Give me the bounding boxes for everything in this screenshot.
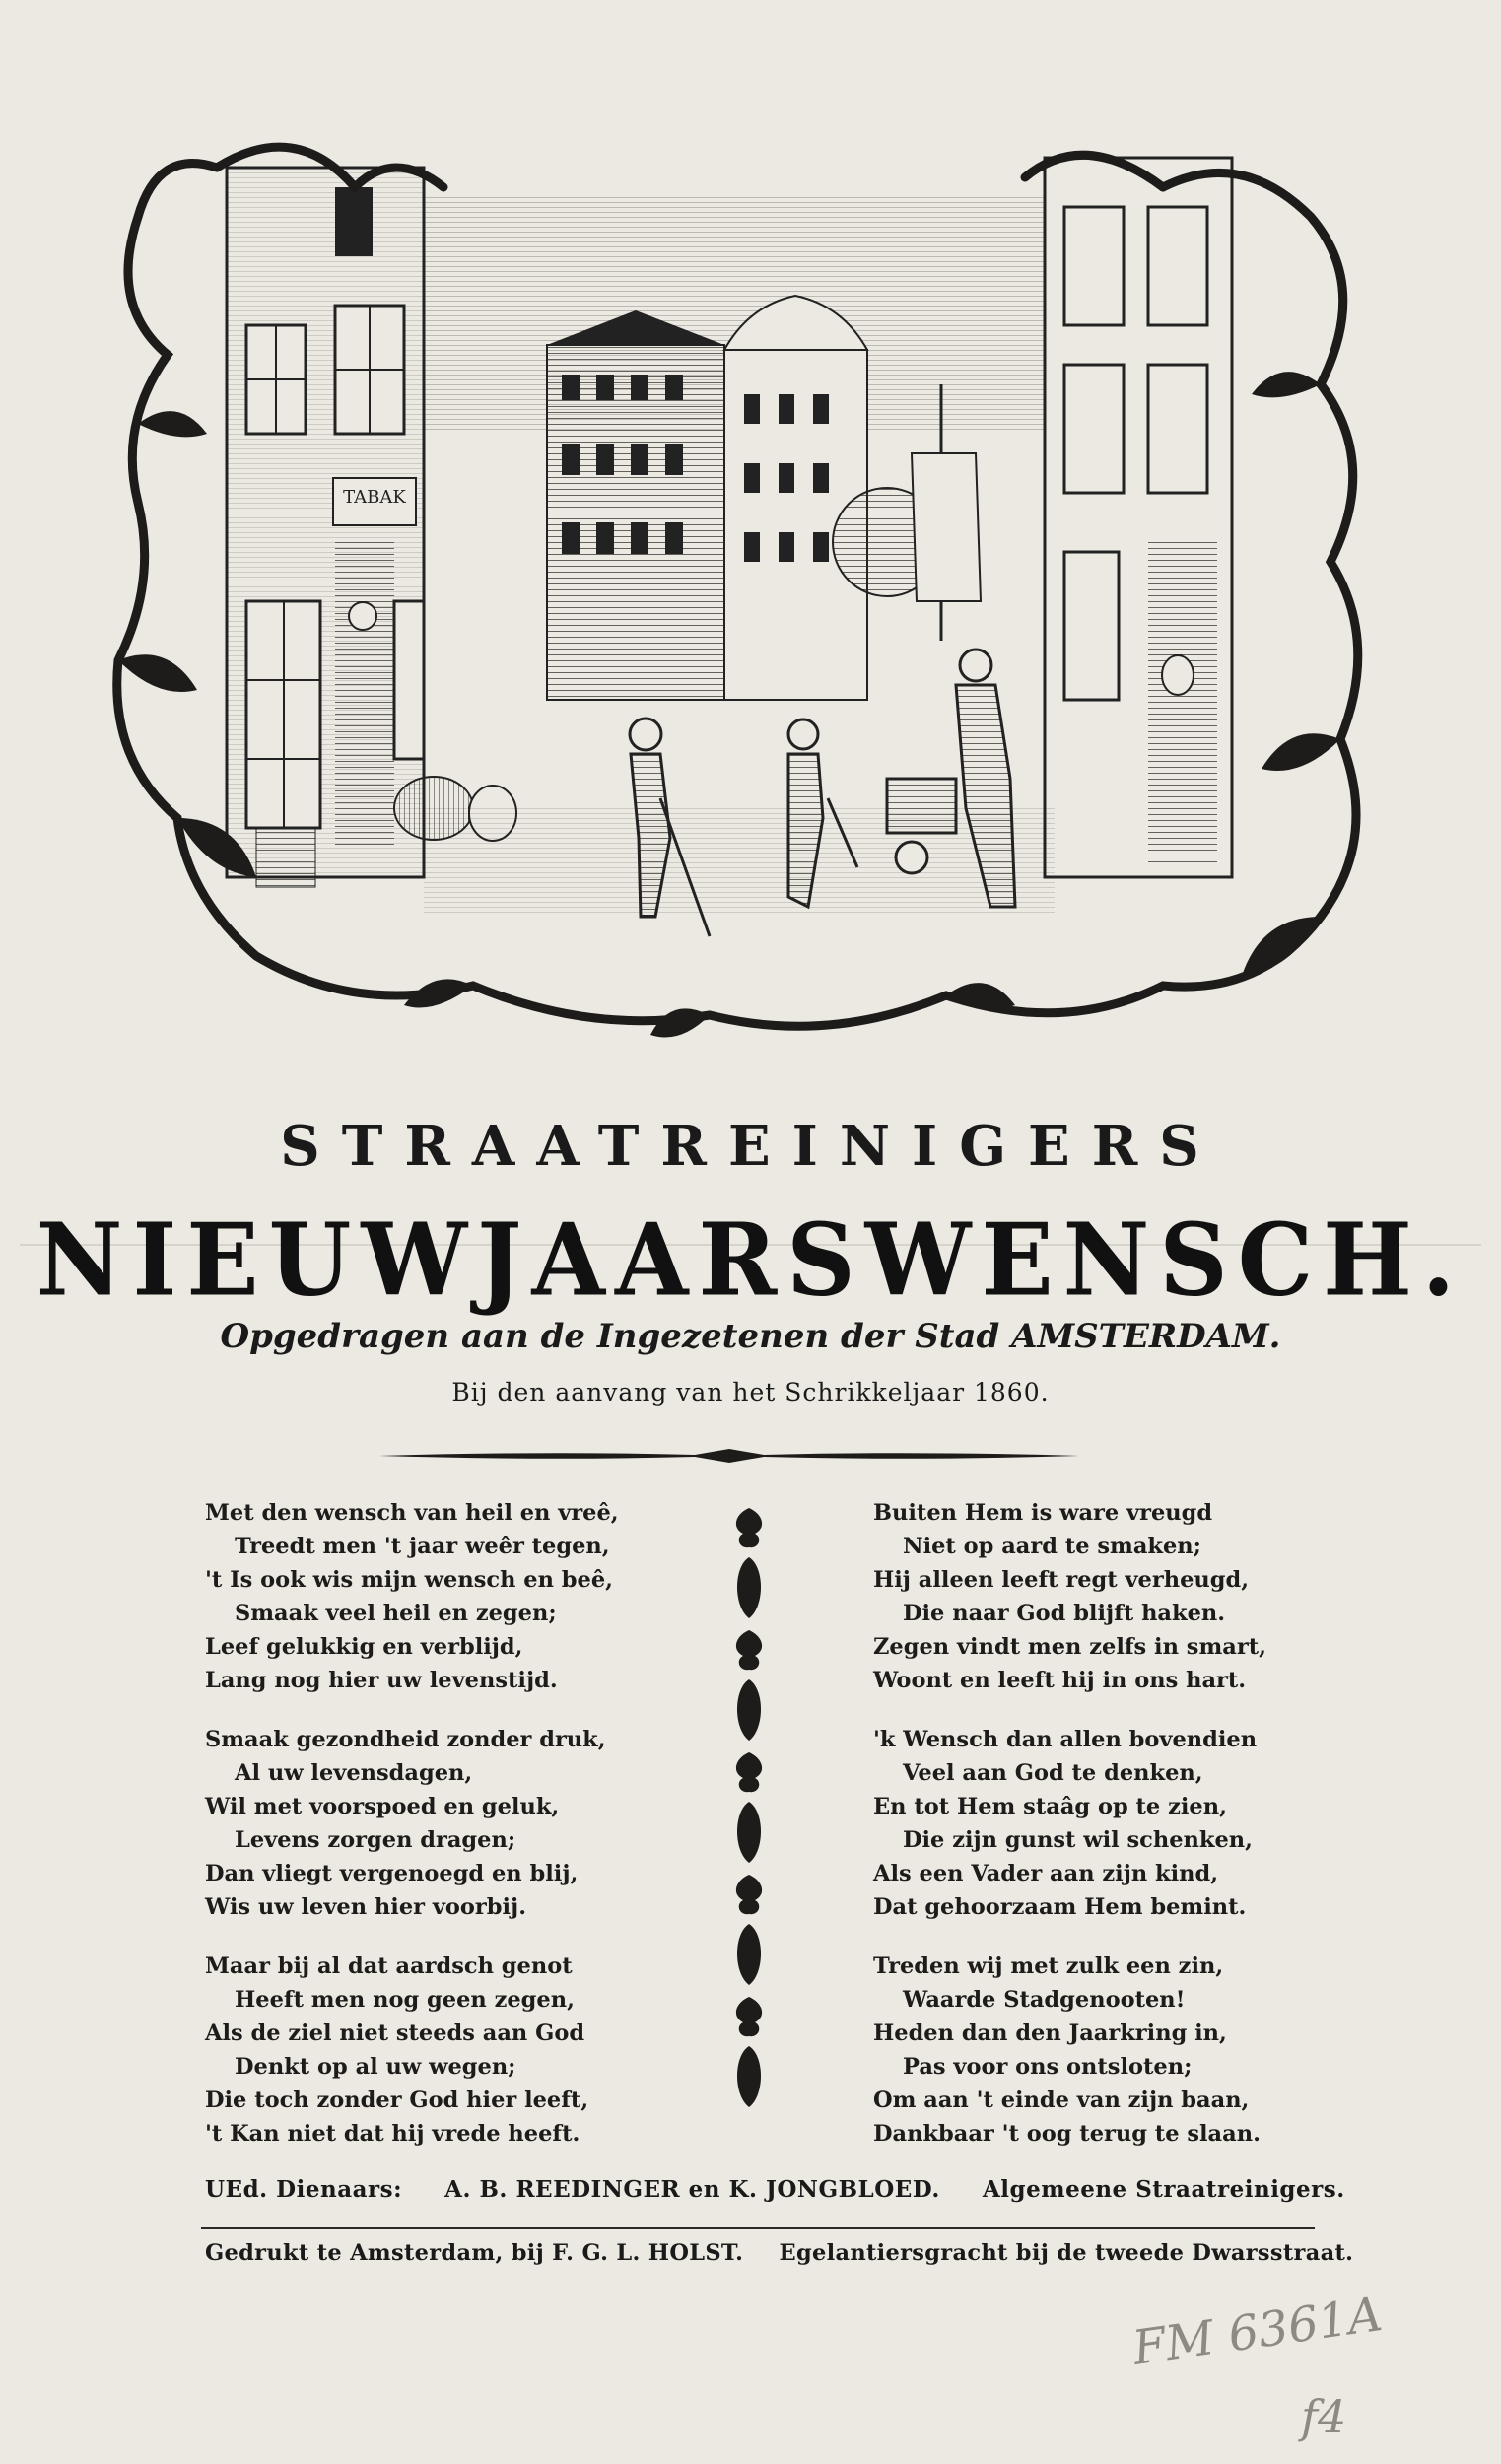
title-line-1: STRAATREINIGERS	[280, 1114, 1221, 1179]
poem-line: En tot Hem staâg op te zien,	[873, 1794, 1227, 1819]
poem-line: 't Is ook wis mijn wensch en beê,	[205, 1567, 613, 1593]
servants-line	[205, 2176, 1345, 2203]
poem-line: Pas voor ons ontsloten;	[903, 2054, 1193, 2080]
poem-line: Smaak veel heil en zegen;	[235, 1601, 557, 1626]
dedication-line: Opgedragen aan de Ingezetenen der Stad AMSTERDAM.	[220, 1317, 1281, 1356]
poem-line: Veel aan God te denken,	[903, 1760, 1203, 1786]
poem-line: Die zijn gunst wil schenken,	[903, 1827, 1254, 1853]
poem-right-stanza-3	[873, 1950, 1261, 2151]
poem-line: Leef gelukkig en verblijd,	[205, 1634, 523, 1660]
poem-line: Buiten Hem is ware vreugd	[873, 1500, 1213, 1526]
poem-left-stanza-2	[205, 1723, 606, 1924]
handwritten-archive-mark	[1114, 2285, 1468, 2452]
poem-line: Woont en leeft hij in ons hart.	[873, 1668, 1247, 1693]
poem-line: 'k Wensch dan allen bovendien	[873, 1727, 1258, 1752]
poem-line: Lang nog hier uw levenstijd.	[205, 1668, 558, 1693]
poem-line: Treden wij met zulk een zin,	[873, 1953, 1224, 1979]
printer-line	[205, 2240, 1354, 2266]
poem-line: Als de ziel niet steeds aan God	[205, 2020, 585, 2046]
poem-right-stanza-1	[873, 1496, 1266, 1697]
poem-line: Om aan 't einde van zijn baan,	[873, 2088, 1250, 2113]
poem-line: Hij alleen leeft regt verheugd,	[873, 1567, 1250, 1593]
poem-left-stanza-3	[205, 1950, 588, 2151]
poem-line: Al uw levensdagen,	[235, 1760, 473, 1786]
title-line-2: NIEUWJAARSWENSCH.	[35, 1201, 1466, 1319]
poem-line: Maar bij al dat aardsch genot	[205, 1953, 573, 1979]
poem-line: 't Kan niet dat hij vrede heeft.	[205, 2121, 580, 2147]
poem-line: Als een Vader aan zijn kind,	[873, 1861, 1219, 1886]
poem-line: Wis uw leven hier voorbij.	[205, 1894, 527, 1920]
poem-line: Niet op aard te smaken;	[903, 1534, 1201, 1559]
poem-line: Levens zorgen dragen;	[235, 1827, 516, 1853]
poem-line: Die toch zonder God hier leeft,	[205, 2088, 589, 2113]
woodcut-illustration	[99, 128, 1399, 1074]
archive-mark-line2: f4	[1301, 2390, 1347, 2443]
servants-names: A. B. REEDINGER en K. JONGBLOED.	[444, 2176, 940, 2203]
bottom-rule	[201, 2227, 1315, 2229]
printer-address: Egelantiersgracht bij de tweede Dwarsstraat.	[779, 2240, 1354, 2266]
poem-line: Dat gehoorzaam Hem bemint.	[873, 1894, 1247, 1920]
poem-line: Wil met voorspoed en geluk,	[205, 1794, 560, 1819]
printer-label: Gedrukt te Amsterdam, bij F. G. L. HOLST.	[205, 2240, 744, 2266]
poem-line: Zegen vindt men zelfs in smart,	[873, 1634, 1266, 1660]
poem-line: Waarde Stadgenooten!	[903, 1987, 1186, 2013]
servants-label: UEd. Dienaars:	[205, 2176, 403, 2203]
poem-line: Smaak gezondheid zonder druk,	[205, 1727, 606, 1752]
vine-ornament	[727, 1508, 771, 2139]
servants-title: Algemeene Straatreinigers.	[982, 2176, 1345, 2203]
poem-line: Heden dan den Jaarkring in,	[873, 2020, 1227, 2046]
poem-line: Die naar God blijft haken.	[903, 1601, 1226, 1626]
poem-line: Heeft men nog geen zegen,	[235, 1987, 575, 2013]
poem-line: Dankbaar 't oog terug te slaan.	[873, 2121, 1261, 2147]
ornamental-rule	[379, 1441, 1079, 1471]
poem-line: Treedt men 't jaar weêr tegen,	[235, 1534, 610, 1559]
poem-left-stanza-1	[205, 1496, 619, 1697]
poem-line: Denkt op al uw wegen;	[235, 2054, 516, 2080]
poem-right-stanza-2	[873, 1723, 1257, 1924]
archive-mark-line1: FM 6361A	[1129, 2287, 1386, 2376]
poem-line: Met den wensch van heil en vreê,	[205, 1500, 619, 1526]
poem-line: Dan vliegt vergenoegd en blij,	[205, 1861, 579, 1886]
tabak-sign-text: TABAK	[343, 487, 406, 508]
occasion-line: Bij den aanvang van het Schrikkeljaar 1860.	[451, 1378, 1050, 1406]
